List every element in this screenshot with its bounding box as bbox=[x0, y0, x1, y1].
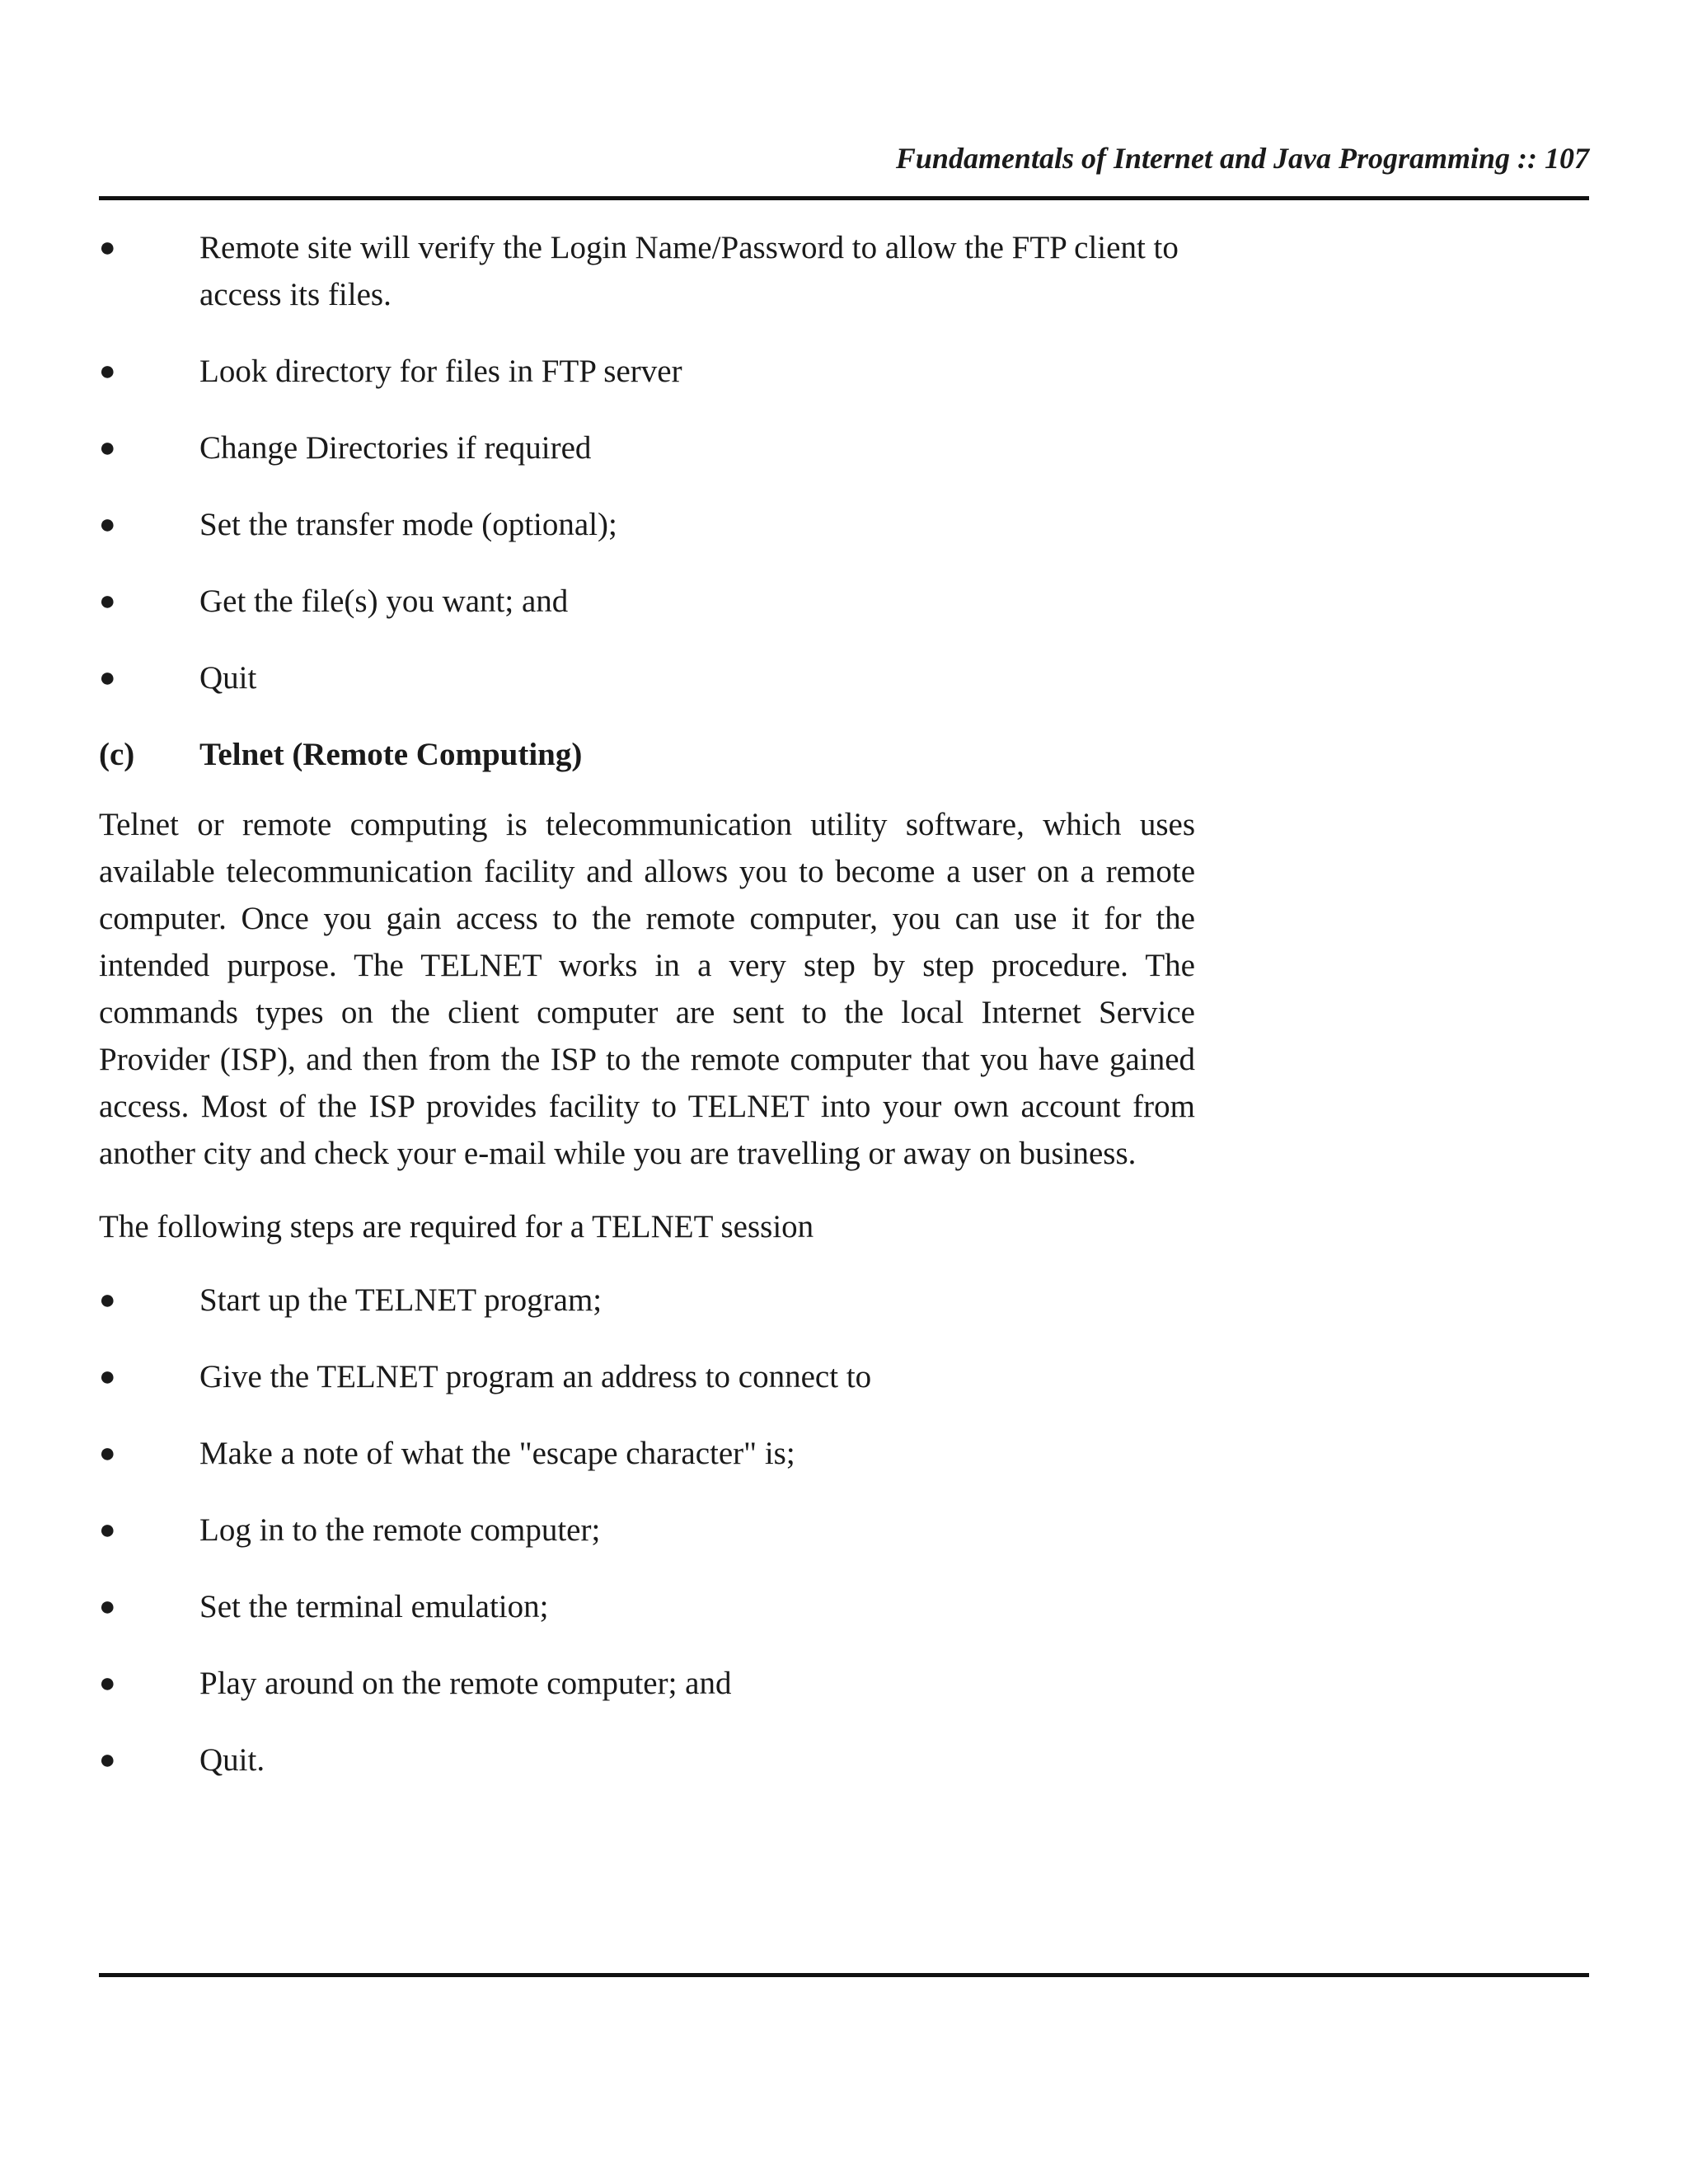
steps-intro-paragraph: The following steps are required for a TELNET session bbox=[99, 1209, 814, 1244]
bullet-icon: ● bbox=[99, 232, 116, 263]
page-body bbox=[99, 224, 1195, 1813]
telnet-steps-list bbox=[99, 1277, 1195, 1783]
bullet-icon: ● bbox=[99, 1745, 116, 1775]
list-item-text: Make a note of what the "escape character" is; bbox=[199, 1436, 795, 1471]
bullet-icon: ● bbox=[99, 433, 116, 463]
bullet-icon: ● bbox=[99, 1285, 116, 1315]
list-item bbox=[99, 578, 1195, 625]
list-item bbox=[99, 1583, 1195, 1630]
list-item-text: Start up the TELNET program; bbox=[199, 1282, 603, 1318]
bullet-icon: ● bbox=[99, 663, 116, 693]
list-item bbox=[99, 1277, 1195, 1324]
list-item bbox=[99, 1507, 1195, 1554]
bullet-icon: ● bbox=[99, 1668, 116, 1699]
list-item bbox=[99, 654, 1195, 701]
list-item bbox=[99, 224, 1195, 318]
list-item-text: Quit. bbox=[199, 1742, 265, 1778]
list-item bbox=[99, 1660, 1195, 1707]
list-item-text: Give the TELNET program an address to connect to bbox=[199, 1359, 872, 1394]
bullet-icon: ● bbox=[99, 1438, 116, 1469]
bullet-icon: ● bbox=[99, 586, 116, 616]
header-rule bbox=[99, 196, 1589, 200]
list-item-text: Change Directories if required bbox=[199, 430, 592, 466]
section-number: (c) bbox=[99, 737, 135, 772]
bullet-icon: ● bbox=[99, 1591, 116, 1622]
ftp-steps-list bbox=[99, 224, 1195, 701]
list-item-text: Look directory for files in FTP server bbox=[199, 354, 682, 389]
footer-rule bbox=[99, 1973, 1589, 1977]
bullet-icon: ● bbox=[99, 509, 116, 540]
list-item bbox=[99, 424, 1195, 471]
list-item bbox=[99, 501, 1195, 548]
section-heading bbox=[99, 731, 1195, 778]
list-item-text: Log in to the remote computer; bbox=[199, 1512, 601, 1548]
list-item bbox=[99, 1353, 1195, 1400]
telnet-intro-paragraph: Telnet or remote computing is telecommunication utility software, which uses available telecommunication facility and allows you to become a user on a remote computer. Once you gain access to the remote computer, you can use it for the intended purpose. The TELNET works in a very step by step procedure. The commands types on the client computer are sent to the local Internet Service Provider (ISP), and then from the ISP to the remote computer that you have gained access. Most of the ISP provides facility to TELNET into your own account from another city and check your e-mail while you are travelling or away on business. bbox=[99, 807, 1195, 1171]
list-item-text: Play around on the remote computer; and bbox=[199, 1666, 732, 1701]
list-item-text: Set the transfer mode (optional); bbox=[199, 507, 617, 542]
bullet-icon: ● bbox=[99, 1361, 116, 1392]
list-item bbox=[99, 1430, 1195, 1477]
list-item-text: Set the terminal emulation; bbox=[199, 1589, 549, 1624]
bullet-icon: ● bbox=[99, 356, 116, 387]
running-header: Fundamentals of Internet and Java Programming :: 107 bbox=[895, 142, 1589, 175]
list-item bbox=[99, 348, 1195, 395]
list-item bbox=[99, 1736, 1195, 1783]
list-item-text: Remote site will verify the Login Name/Password to allow the FTP client to access its files. bbox=[199, 230, 1179, 312]
list-item-text: Quit bbox=[199, 660, 257, 696]
list-item-text: Get the file(s) you want; and bbox=[199, 583, 569, 619]
bullet-icon: ● bbox=[99, 1515, 116, 1545]
section-title: Telnet (Remote Computing) bbox=[199, 737, 583, 772]
